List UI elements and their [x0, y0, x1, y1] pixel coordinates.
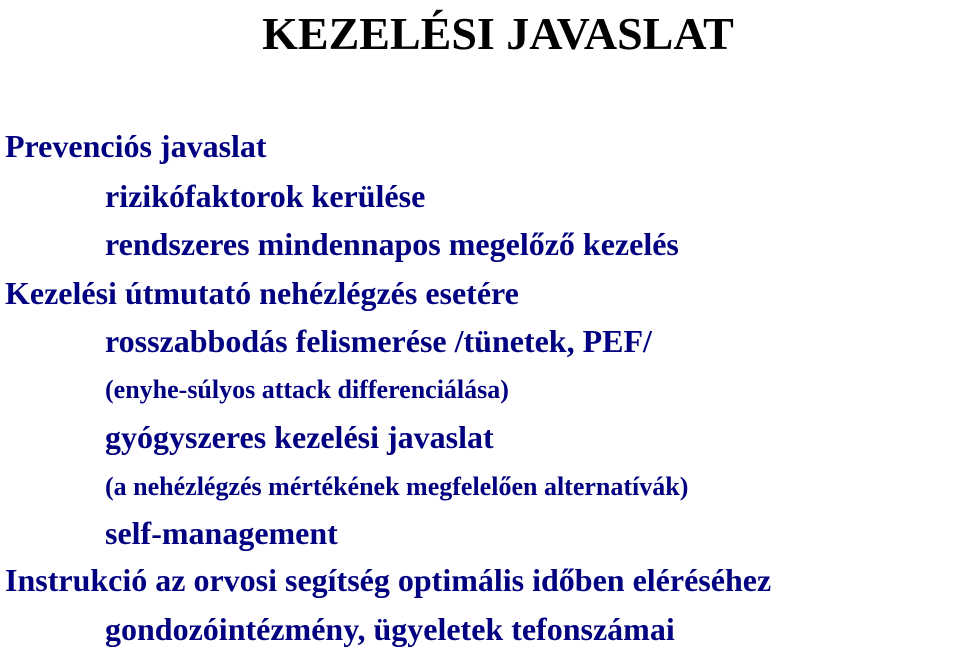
list-item-note: (a nehézlégzés mértékének megfelelően alternatívák) [105, 472, 689, 501]
list-item: self-management [105, 515, 338, 551]
list-item: rizikófaktorok kerülése [105, 178, 426, 214]
page-title: KEZELÉSI JAVASLAT [262, 8, 734, 59]
list-item: rosszabbodás felismerése /tünetek, PEF/ [105, 323, 652, 359]
section-heading-instruction: Instrukció az orvosi segítség optimális időben eléréséhez [5, 562, 772, 598]
list-item: gondozóintézmény, ügyeletek tefonszámai [105, 611, 675, 647]
list-item: gyógyszeres kezelési javaslat [105, 419, 494, 455]
list-item: rendszeres mindennapos megelőző kezelés [105, 226, 679, 262]
list-item-note: (enyhe-súlyos attack differenciálása) [105, 375, 509, 404]
section-heading-prevention: Prevenciós javaslat [5, 128, 267, 164]
section-heading-guide: Kezelési útmutató nehézlégzés esetére [5, 275, 519, 311]
